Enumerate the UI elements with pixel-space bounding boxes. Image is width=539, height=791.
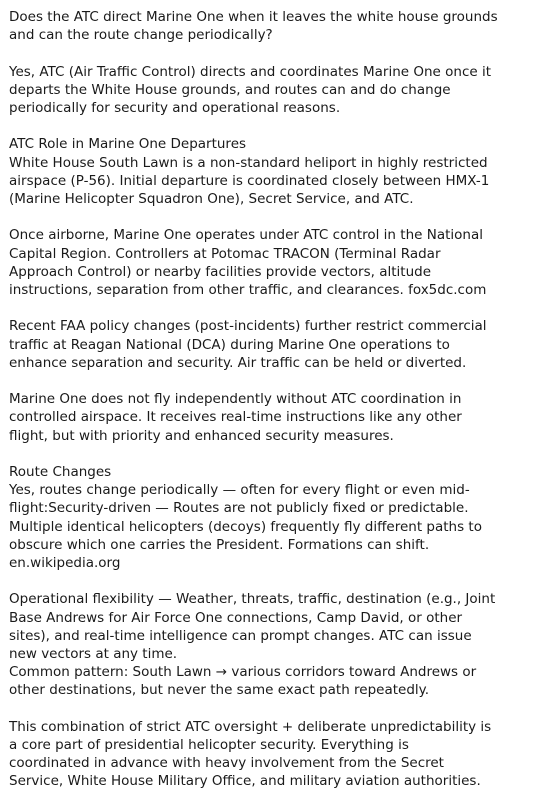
- text-line: Base Andrews for Air Force One connections, Camp David, or other: [9, 609, 463, 626]
- text-line: airspace (P-56). Initial departure is coordinated closely between HMX-1: [9, 172, 490, 189]
- coordination-paragraph: [9, 390, 531, 445]
- text-line: Operational flexibility — Weather, threats, traffic, destination (e.g., Joint: [9, 591, 496, 608]
- atc-role-paragraph: [9, 135, 531, 208]
- text-line: Recent FAA policy changes (post-incidents) further restrict commercial: [9, 318, 487, 335]
- section-heading-route-changes: Route Changes: [9, 463, 112, 480]
- text-line: periodically for security and operational reasons.: [9, 100, 341, 116]
- source-reference: en.wikipedia.org: [9, 555, 121, 571]
- text-line: new vectors at any time.: [9, 646, 178, 662]
- faa-policy-paragraph: [9, 317, 531, 372]
- route-changes-paragraph: [9, 463, 531, 572]
- text-line: coordinated in advance with heavy involvement from the Secret: [9, 755, 444, 772]
- text-line: Common pattern: South Lawn → various corridors toward Andrews or: [9, 664, 477, 681]
- text-line: flight:Security-driven — Routes are not publicly fixed or predictable.: [9, 500, 469, 517]
- text-line: enhance separation and security. Air traffic can be held or diverted.: [9, 354, 467, 371]
- text-line: This combination of strict ATC oversight + deliberate unpredictability is: [9, 718, 492, 735]
- text-line: Capital Region. Controllers at Potomac TRACON (Terminal Radar: [9, 245, 441, 262]
- text-line: and can the route change periodically?: [9, 27, 273, 44]
- conclusion-paragraph: [9, 718, 531, 791]
- text-line: White House South Lawn is a non-standard heliport in highly restricted: [9, 154, 488, 171]
- text-line: Yes, ATC (Air Traffic Control) directs and coordinates Marine One once it: [9, 63, 492, 80]
- text-line: Multiple identical helicopters (decoys) frequently fly different paths to: [9, 518, 482, 535]
- text-line: Marine One does not fly independently without ATC coordination in: [9, 391, 462, 408]
- question-paragraph: [9, 8, 531, 44]
- text-line: Yes, routes change periodically — often for every flight or even mid-: [9, 482, 470, 499]
- answer-summary-paragraph: [9, 63, 531, 118]
- text-line: traffic at Reagan National (DCA) during Marine One operations to: [9, 336, 450, 353]
- text-line: a core part of presidential helicopter security. Everything is: [9, 737, 409, 753]
- section-heading-atc-role: ATC Role in Marine One Departures: [9, 136, 247, 153]
- airborne-control-paragraph: [9, 226, 531, 299]
- text-line: (Marine Helicopter Squadron One), Secret Service, and ATC.: [9, 191, 414, 207]
- text-line: controlled airspace. It receives real-time instructions like any other: [9, 409, 462, 426]
- text-line: obscure which one carries the President. Formations can shift.: [9, 536, 430, 553]
- text-line: departs the White House grounds, and routes can and do change: [9, 81, 451, 98]
- text-line: instructions, separation from other traffic, and clearances. fox5dc.com: [9, 282, 487, 298]
- text-line: flight, but with priority and enhanced security measures.: [9, 427, 394, 444]
- text-line: other destinations, but never the same exact path repeatedly.: [9, 682, 430, 699]
- text-line: Approach Control) or nearby facilities provide vectors, altitude: [9, 263, 432, 280]
- text-line: Does the ATC direct Marine One when it leaves the white house grounds: [9, 9, 498, 25]
- text-line: Once airborne, Marine One operates under ATC control in the National: [9, 227, 483, 244]
- operational-flexibility-paragraph: [9, 590, 531, 699]
- text-line: sites), and real-time intelligence can prompt changes. ATC can issue: [9, 627, 472, 644]
- text-line: Service, White House Military Office, and military aviation authorities.: [9, 773, 481, 790]
